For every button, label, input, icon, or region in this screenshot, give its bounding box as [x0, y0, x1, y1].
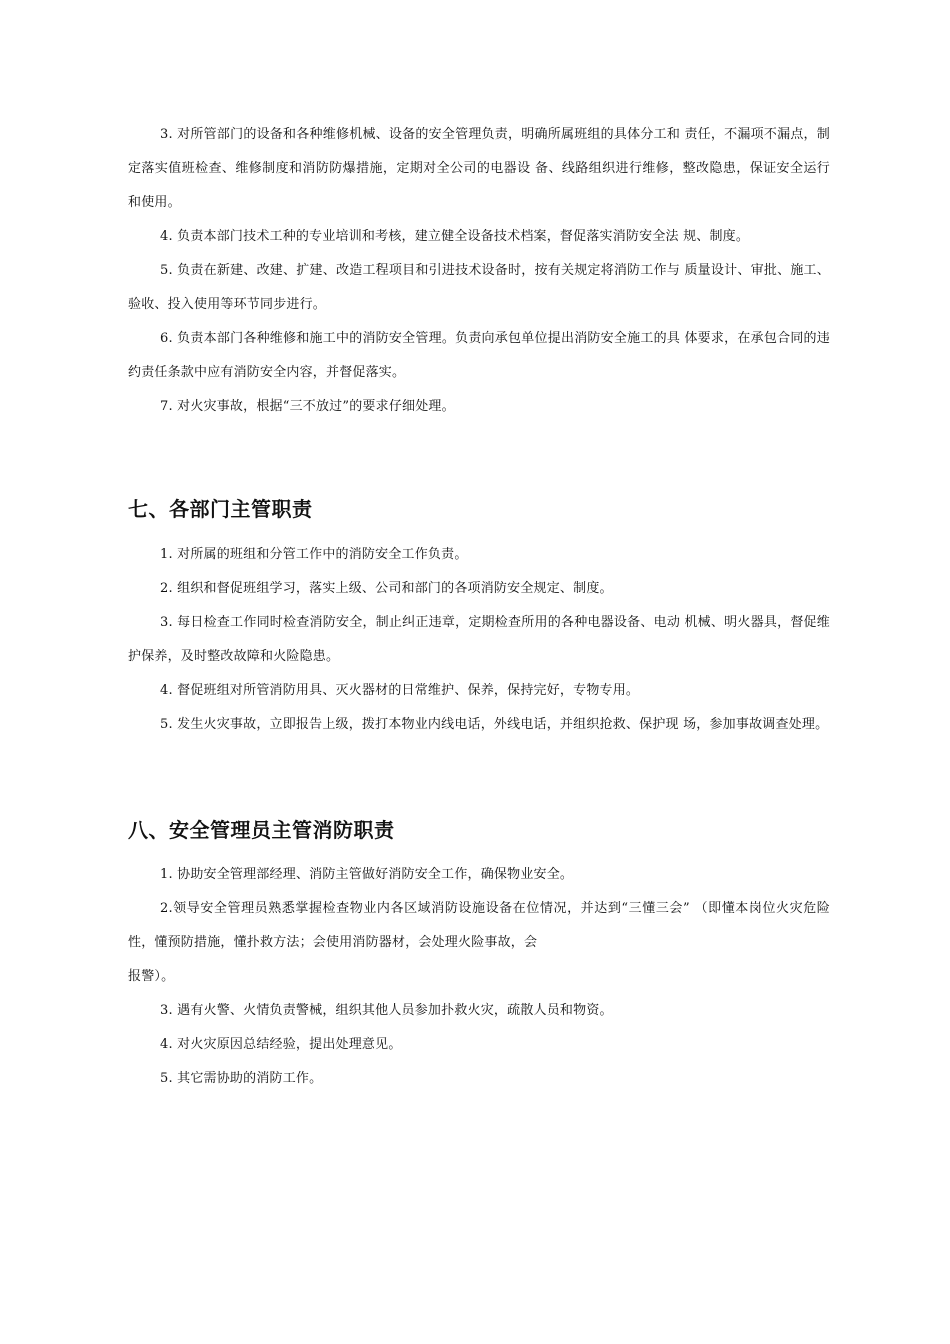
- list-item: 5. 其它需协助的消防工作。: [160, 1071, 323, 1086]
- list-item: 1. 对所属的班组和分管工作中的消防安全工作负责。: [160, 547, 468, 562]
- section-8-body: [128, 858, 830, 1096]
- list-item: 3. 对所管部门的设备和各种维修机械、设备的安全管理负责，明确所属班组的具体分工和 责任，不漏项不漏点，制定落实值班检查、维修制度和消防防爆措施，定期对全公司的电器设 备、线路组织进行维修，整改隐患，保证安全运行和使用。: [128, 127, 830, 210]
- list-item: 2.领导安全管理员熟悉掌握检查物业内各区域消防设施设备在位情况，并达到“三懂三会” （即懂本岗位火灾危险性，懂预防措施，懂扑救方法；会使用消防器材，会处理火险事故，会: [128, 901, 830, 950]
- list-item: 4. 督促班组对所管消防用具、灭火器材的日常维护、保养，保持完好，专物专用。: [160, 683, 640, 698]
- list-item: 6. 负责本部门各种维修和施工中的消防安全管理。负责向承包单位提出消防安全施工的具 体要求，在承包合同的违约责任条款中应有消防安全内容，并督促落实。: [128, 331, 830, 380]
- list-item: 5. 发生火灾事故，立即报告上级，拨打本物业内线电话，外线电话，并组织抢救、保护现 场，参加事故调查处理。: [160, 717, 829, 732]
- list-item: 1. 协助安全管理部经理、消防主管做好消防安全工作，确保物业安全。: [160, 867, 574, 882]
- list-item: 2. 组织和督促班组学习，落实上级、公司和部门的各项消防安全规定、制度。: [160, 581, 613, 596]
- list-item: 3. 遇有火警、火情负责警械，组织其他人员参加扑救火灾，疏散人员和物资。: [160, 1003, 613, 1018]
- section-8-title: 八、安全管理员主管消防职责: [128, 818, 395, 842]
- list-item: 4. 负责本部门技术工种的专业培训和考核，建立健全设备技术档案，督促落实消防安全法 规、制度。: [160, 229, 750, 244]
- section-6-continuation: [128, 118, 830, 424]
- list-item: 5. 负责在新建、改建、扩建、改造工程项目和引进技术设备时，按有关规定将消防工作与 质量设计、审批、施工、验收、投入使用等环节同步进行。: [128, 263, 830, 312]
- list-item-continuation: 报警）。: [128, 969, 175, 984]
- list-item: 7. 对火灾事故，根据“三不放过”的要求仔细处理。: [160, 399, 455, 414]
- section-7-header: [128, 494, 830, 524]
- section-7-title: 七、各部门主管职责: [128, 497, 313, 521]
- section-7-body: [128, 538, 830, 742]
- list-item: 4. 对火灾原因总结经验，提出处理意见。: [160, 1037, 402, 1052]
- section-8-header: [128, 815, 830, 845]
- list-item: 3. 每日检查工作同时检查消防安全，制止纠正违章，定期检查所用的各种电器设备、电动 机械、明火器具，督促维护保养，及时整改故障和火险隐患。: [128, 615, 830, 664]
